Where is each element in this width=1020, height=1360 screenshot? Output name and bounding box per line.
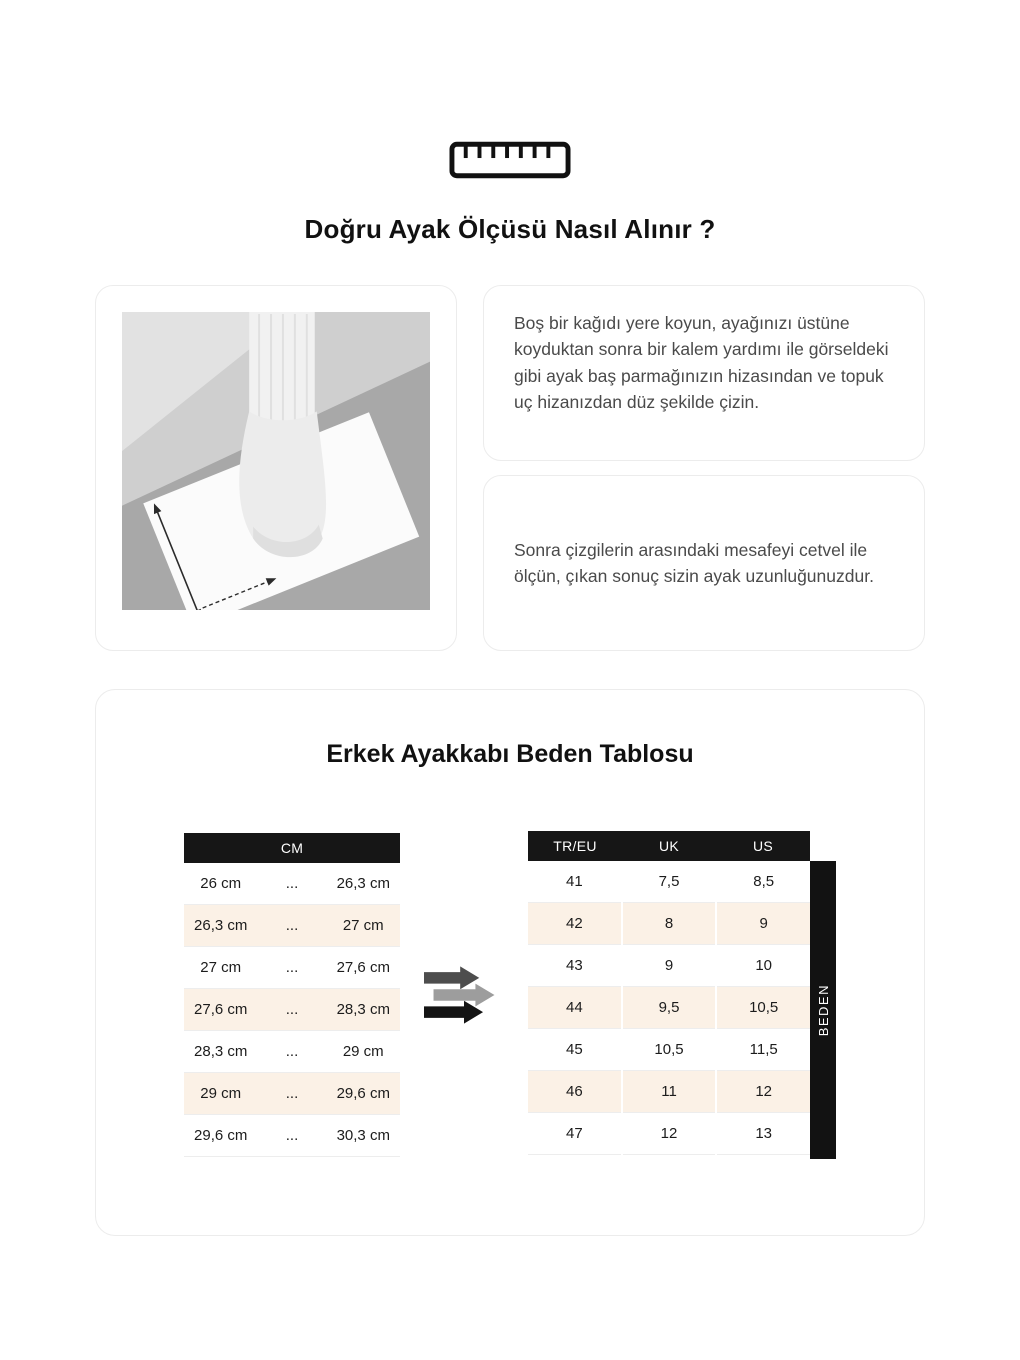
us-value: 10,5 — [749, 999, 779, 1016]
measurement-instructions — [95, 285, 925, 651]
cm-from-value: 26 cm — [200, 875, 242, 892]
range-dots: ... — [285, 917, 299, 934]
cm-from-value: 27 cm — [200, 959, 242, 976]
table-row — [528, 903, 810, 945]
tr-eu-value: 47 — [528, 1113, 623, 1155]
cm-to-value: 29 cm — [342, 1043, 384, 1060]
us-value: 8,5 — [753, 873, 775, 890]
foot-on-paper-photo — [122, 312, 430, 610]
instruction-step-1-text: Boş bir kağıdı yere koyun, ayağınızı üstüne koyduktan sonra bir kalem yardımı ile görseldeki gibi ayak baş parmağınızın hizasından ve topuk uç hizanızdan düz şekilde çizin. — [514, 313, 889, 412]
cm-from-value: 29 cm — [200, 1085, 242, 1102]
range-dots: ... — [285, 875, 299, 892]
intl-table-block — [528, 831, 836, 1159]
tr-eu-value: 41 — [528, 861, 623, 903]
table-row — [528, 945, 810, 987]
range-dots: ... — [285, 1085, 299, 1102]
cm-to-value: 30,3 cm — [336, 1127, 390, 1144]
instruction-text-cards — [483, 285, 925, 651]
table-row — [528, 1029, 810, 1071]
table-row — [184, 1115, 400, 1157]
table-row — [184, 989, 400, 1031]
header-tr-eu: TR/EU — [553, 838, 597, 854]
table-row — [184, 1073, 400, 1115]
page-title: Doğru Ayak Ölçüsü Nasıl Alınır ? — [304, 214, 716, 244]
uk-value: 11 — [623, 1071, 718, 1113]
cm-table-header: CM — [184, 833, 400, 863]
table-row — [184, 1031, 400, 1073]
intl-size-table — [528, 831, 810, 1155]
uk-value: 10,5 — [623, 1029, 718, 1071]
cm-from-value: 27,6 cm — [194, 1001, 248, 1018]
uk-value: 7,5 — [623, 861, 718, 903]
us-value: 12 — [755, 1083, 773, 1100]
table-row — [528, 987, 810, 1029]
size-table-title: Erkek Ayakkabı Beden Tablosu — [326, 740, 694, 768]
cm-to-value: 26,3 cm — [336, 875, 390, 892]
uk-value: 8 — [623, 903, 718, 945]
us-value: 13 — [755, 1125, 773, 1142]
instruction-step-2-text: Sonra çizgilerin arasındaki mesafeyi cetvel ile ölçün, çıkan sonuç sizin ayak uzunluğunuzdur. — [514, 539, 874, 586]
us-value: 10 — [755, 957, 773, 974]
range-dots: ... — [285, 959, 299, 976]
table-row — [528, 861, 810, 903]
tr-eu-value: 43 — [528, 945, 623, 987]
table-row — [184, 863, 400, 905]
tr-eu-value: 45 — [528, 1029, 623, 1071]
cm-to-value: 29,6 cm — [336, 1085, 390, 1102]
foot-measurement-photo-card — [95, 285, 457, 651]
range-dots: ... — [285, 1001, 299, 1018]
cm-table — [184, 833, 400, 1157]
cm-to-value: 27 cm — [342, 917, 384, 934]
intl-table-header — [528, 831, 810, 861]
tr-eu-value: 46 — [528, 1071, 623, 1113]
beden-side-label — [810, 861, 836, 1159]
uk-value: 9,5 — [623, 987, 718, 1029]
table-row — [528, 1071, 810, 1113]
tr-eu-value: 42 — [528, 903, 623, 945]
ruler-icon-svg — [449, 140, 571, 180]
range-dots: ... — [285, 1127, 299, 1144]
intl-table-body — [528, 861, 810, 1155]
cm-from-value: 26,3 cm — [194, 917, 248, 934]
us-value: 9 — [759, 915, 768, 932]
us-value: 11,5 — [749, 1041, 778, 1058]
range-dots: ... — [285, 1043, 299, 1060]
transfer-arrows-icon — [424, 965, 504, 1025]
cm-table-body — [184, 863, 400, 1157]
uk-value: 12 — [623, 1113, 718, 1155]
table-row — [184, 947, 400, 989]
table-row — [528, 1113, 810, 1155]
table-row — [184, 905, 400, 947]
instruction-step-2-card — [483, 475, 925, 651]
instruction-step-1-card — [483, 285, 925, 461]
uk-value: 9 — [623, 945, 718, 987]
size-tables — [96, 831, 924, 1159]
header-us: US — [752, 838, 774, 854]
header-uk: UK — [658, 838, 680, 854]
ruler-icon — [95, 140, 925, 180]
cm-from-value: 28,3 cm — [194, 1043, 248, 1060]
size-table-card — [95, 689, 925, 1236]
tr-eu-value: 44 — [528, 987, 623, 1029]
cm-to-value: 27,6 cm — [336, 959, 390, 976]
beden-label-text: BEDEN — [815, 983, 831, 1037]
cm-to-value: 28,3 cm — [336, 1001, 390, 1018]
cm-from-value: 29,6 cm — [194, 1127, 248, 1144]
